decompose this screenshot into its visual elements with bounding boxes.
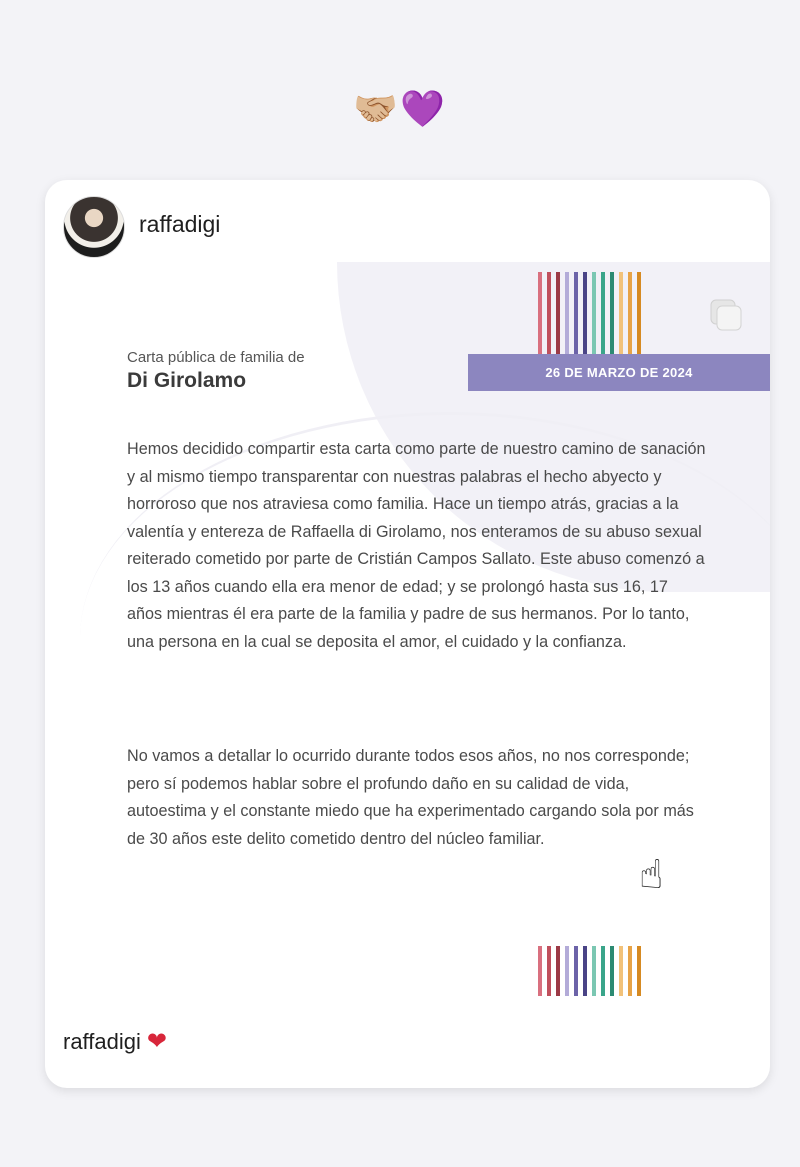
color-stripe (547, 272, 551, 356)
color-stripe (574, 946, 578, 996)
color-stripe (637, 272, 641, 356)
date-banner: 26 DE MARZO DE 2024 (468, 354, 770, 391)
letter-paragraph-1: Hemos decidido compartir esta carta como parte de nuestro camino de sanación y al mismo tiempo transparentar con nuestras palabras el hecho abyecto y horroroso que nos atraviesa como familia. Hace un tiempo atrás, gracias a la valentía y entereza de Raffaella di Girolamo, nos enteramos de su abuso sexual reiterado cometido por parte de Cristián Campos Sallato. Este abuso comenzó a los 13 años cuando ella era menor de edad; y se prolongó hasta sus 16, 17 años mientras él era parte de la familia y padre de sus hermanos. Por lo tanto, una persona en la cual se deposita el amor, el cuidado y la confianza. (127, 440, 706, 651)
color-stripe (628, 272, 632, 356)
color-stripe (637, 946, 641, 996)
color-stripe (619, 272, 623, 356)
color-stripe (583, 272, 587, 356)
color-stripe (619, 946, 623, 996)
color-stripe (583, 946, 587, 996)
copy-icon[interactable] (709, 298, 743, 332)
color-stripe (556, 272, 560, 356)
profile-avatar[interactable] (63, 196, 125, 258)
color-stripe (592, 946, 596, 996)
letter-subtitle: Carta pública de familia de (127, 349, 305, 366)
post-caption (63, 1027, 167, 1055)
hand-pointer-icon: ☝ (639, 852, 664, 898)
color-stripe (610, 946, 614, 996)
color-stripes-bottom (538, 946, 641, 996)
color-stripes-top (538, 272, 641, 356)
color-stripe (628, 946, 632, 996)
color-stripe (547, 946, 551, 996)
post-username[interactable]: raffadigi (139, 211, 221, 237)
color-stripe (601, 272, 605, 356)
color-stripe (565, 946, 569, 996)
color-stripe (565, 272, 569, 356)
letter-title: Di Girolamo (127, 369, 247, 392)
color-stripe (592, 272, 596, 356)
post-card (45, 180, 770, 1088)
header-emojis: 🤝🏼💜 (353, 89, 447, 130)
letter-image[interactable] (45, 272, 770, 1008)
color-stripe (538, 272, 542, 356)
color-stripe (556, 946, 560, 996)
heart-icon: ❤ (146, 1027, 167, 1055)
color-stripe (610, 272, 614, 356)
color-stripe (601, 946, 605, 996)
color-stripe (538, 946, 542, 996)
letter-paragraph-2: No vamos a detallar lo ocurrido durante todos esos años, no nos corresponde; pero sí podemos hablar sobre el profundo daño en su calidad de vida, autoestima y el constante miedo que ha experimentado cargando sola por más de 30 años este delito cometido dentro del núcleo familiar. (127, 747, 694, 848)
color-stripe (574, 272, 578, 356)
caption-username[interactable]: raffadigi (63, 1029, 141, 1054)
